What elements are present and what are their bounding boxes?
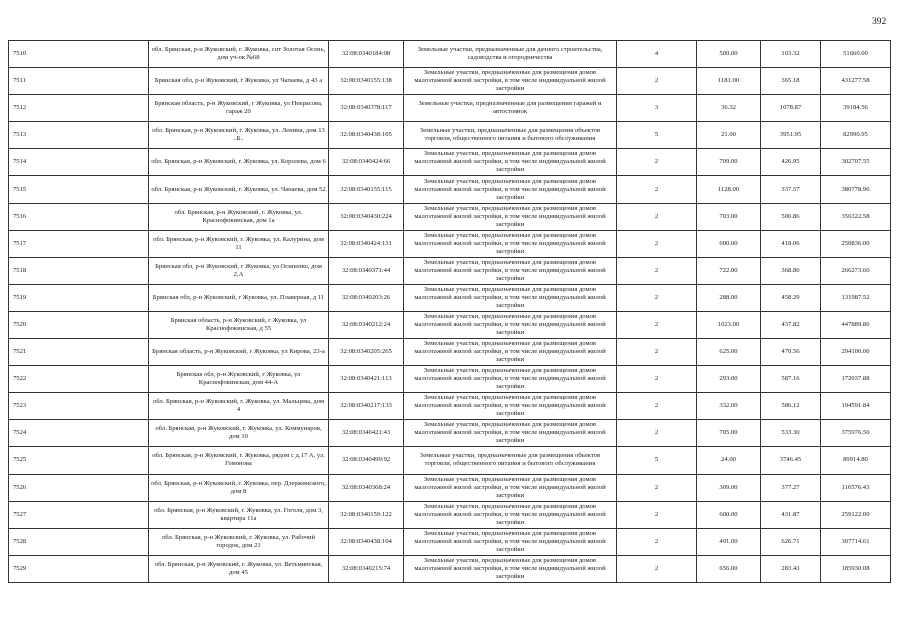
- permitted-use-cell: Земельные участки, предназначенные для размещения домов малоэтажной жилой застройки, в том числе индивидуальной жилой застройки: [404, 393, 617, 420]
- table-row: [9, 230, 891, 257]
- permitted-use-cell: Земельные участки, предназначенные для размещения домов малоэтажной жилой застройки, в том числе индивидуальной жилой застройки: [404, 420, 617, 447]
- specific-value-cell: 337.57: [761, 176, 821, 203]
- land-area-cell: 293.00: [697, 366, 761, 393]
- use-group-code-cell: 2: [617, 528, 697, 555]
- land-cadastral-value-table: [8, 40, 891, 583]
- record-number-cell: 7510: [9, 41, 149, 68]
- record-number-cell: 7520: [9, 311, 149, 338]
- table-row: [9, 447, 891, 474]
- use-group-code-cell: 2: [617, 257, 697, 284]
- use-group-code-cell: 2: [617, 68, 697, 95]
- record-number-cell: 7525: [9, 447, 149, 474]
- land-area-cell: 21.00: [697, 122, 761, 149]
- cadastral-number-cell: 32:08:0340215:74: [329, 555, 404, 582]
- cadastral-number-cell: 32:08:0340212:24: [329, 311, 404, 338]
- specific-value-cell: 365.18: [761, 68, 821, 95]
- land-address-cell: обл. Брянская, р-н Жуковский, г. Жуковка, ул. Коммунаров, дом 10: [149, 420, 329, 447]
- cadastral-value-cell: 447889.86: [821, 311, 891, 338]
- cadastral-value-cell: 380778.96: [821, 176, 891, 203]
- cadastral-value-cell: 194591.84: [821, 393, 891, 420]
- cadastral-number-cell: 32:08:0340155:138: [329, 68, 404, 95]
- cadastral-number-cell: 32:08:0340438:104: [329, 528, 404, 555]
- record-number-cell: 7526: [9, 474, 149, 501]
- use-group-code-cell: 5: [617, 122, 697, 149]
- permitted-use-cell: Земельные участки, предназначенные для размещения домов малоэтажной жилой застройки, в том числе индивидуальной жилой застройки: [404, 230, 617, 257]
- permitted-use-cell: Земельные участки, предназначенные для размещения домов малоэтажной жилой застройки, в том числе индивидуальной жилой застройки: [404, 501, 617, 528]
- cadastral-number-cell: 32:08:0340421:43: [329, 420, 404, 447]
- land-area-cell: 656.00: [697, 555, 761, 582]
- land-address-cell: обл. Брянская, р-н Жуковский, г. Жуковка, ул. Краснофокинская, дом 1а: [149, 203, 329, 230]
- record-number-cell: 7512: [9, 95, 149, 122]
- record-number-cell: 7524: [9, 420, 149, 447]
- cadastral-value-cell: 375976.50: [821, 420, 891, 447]
- land-area-cell: 288.00: [697, 284, 761, 311]
- table-row: [9, 257, 891, 284]
- use-group-code-cell: 2: [617, 230, 697, 257]
- table-row: [9, 420, 891, 447]
- use-group-code-cell: 2: [617, 339, 697, 366]
- use-group-code-cell: 2: [617, 366, 697, 393]
- table-row: [9, 311, 891, 338]
- cadastral-number-cell: 32:08:0340155:115: [329, 176, 404, 203]
- record-number-cell: 7511: [9, 68, 149, 95]
- table-row: [9, 122, 891, 149]
- table-row: [9, 555, 891, 582]
- cadastral-value-cell: 307714.61: [821, 528, 891, 555]
- land-address-cell: Брянская область, р-н Жуковский, г Жуковка, ул Некрасова, гараж 20: [149, 95, 329, 122]
- cadastral-value-cell: 185930.08: [821, 555, 891, 582]
- permitted-use-cell: Земельные участки, предназначенные для размещения домов малоэтажной жилой застройки, в том числе индивидуальной жилой застройки: [404, 68, 617, 95]
- specific-value-cell: 283.43: [761, 555, 821, 582]
- cadastral-value-cell: 82990.95: [821, 122, 891, 149]
- specific-value-cell: 506.86: [761, 203, 821, 230]
- record-number-cell: 7521: [9, 339, 149, 366]
- permitted-use-cell: Земельные участки, предназначенные для размещения гаражей и автостоянок: [404, 95, 617, 122]
- use-group-code-cell: 2: [617, 393, 697, 420]
- cadastral-number-cell: 32:08:0340217:133: [329, 393, 404, 420]
- use-group-code-cell: 2: [617, 420, 697, 447]
- cadastral-value-cell: 266273.60: [821, 257, 891, 284]
- cadastral-value-cell: 116576.43: [821, 474, 891, 501]
- specific-value-cell: 103.32: [761, 41, 821, 68]
- specific-value-cell: 426.95: [761, 149, 821, 176]
- use-group-code-cell: 2: [617, 284, 697, 311]
- table-row: [9, 203, 891, 230]
- specific-value-cell: 458.29: [761, 284, 821, 311]
- use-group-code-cell: 2: [617, 474, 697, 501]
- specific-value-cell: 1078.87: [761, 95, 821, 122]
- table-row: [9, 41, 891, 68]
- land-area-cell: 705.00: [697, 420, 761, 447]
- table-row: [9, 149, 891, 176]
- permitted-use-cell: Земельные участки, предназначенные для размещения домов малоэтажной жилой застройки, в том числе индивидуальной жилой застройки: [404, 555, 617, 582]
- land-address-cell: Брянская обл, р-н Жуковский, г Жуковка, ул Осипенко, дом 2,А: [149, 257, 329, 284]
- land-area-cell: 24.00: [697, 447, 761, 474]
- cadastral-number-cell: 32:08:0340421:113: [329, 366, 404, 393]
- table-row: [9, 284, 891, 311]
- record-number-cell: 7527: [9, 501, 149, 528]
- cadastral-value-cell: 250836.00: [821, 230, 891, 257]
- permitted-use-cell: Земельные участки, предназначенные для размещения домов малоэтажной жилой застройки, в том числе индивидуальной жилой застройки: [404, 339, 617, 366]
- cadastral-number-cell: 32:08:0340371:44: [329, 257, 404, 284]
- land-area-cell: 722.00: [697, 257, 761, 284]
- use-group-code-cell: 2: [617, 176, 697, 203]
- permitted-use-cell: Земельные участки, предназначенные для размещения домов малоэтажной жилой застройки, в том числе индивидуальной жилой застройки: [404, 474, 617, 501]
- land-area-cell: 500.00: [697, 41, 761, 68]
- land-address-cell: обл. Брянская, р-н Жуковский, г. Жуковка, ул. Гоголя, дом 3, квартира 11а: [149, 501, 329, 528]
- use-group-code-cell: 2: [617, 501, 697, 528]
- land-area-cell: 36.32: [697, 95, 761, 122]
- use-group-code-cell: 2: [617, 149, 697, 176]
- use-group-code-cell: 2: [617, 555, 697, 582]
- land-area-cell: 309.00: [697, 474, 761, 501]
- record-number-cell: 7517: [9, 230, 149, 257]
- record-number-cell: 7515: [9, 176, 149, 203]
- land-address-cell: обл. Брянская, р-н Жуковский, г. Жуковка, рядом с д.17 А, ул. Гомонова: [149, 447, 329, 474]
- table-row: [9, 474, 891, 501]
- land-area-cell: 703.00: [697, 203, 761, 230]
- use-group-code-cell: 3: [617, 95, 697, 122]
- land-area-cell: 625.00: [697, 339, 761, 366]
- record-number-cell: 7528: [9, 528, 149, 555]
- record-number-cell: 7519: [9, 284, 149, 311]
- permitted-use-cell: Земельные участки, предназначенные для размещения домов малоэтажной жилой застройки, в том числе индивидуальной жилой застройки: [404, 528, 617, 555]
- land-address-cell: Брянская область, р-н Жуковский, г Жуковка, ул Краснофокинская, д 55: [149, 311, 329, 338]
- land-address-cell: обл. Брянская, р-н Жуковский, г. Жуковка, ул. Ветьминская, дом 45: [149, 555, 329, 582]
- cadastral-value-cell: 356322.58: [821, 203, 891, 230]
- land-address-cell: Брянская обл, р-н Жуковский, г Жуковка, ул. Плаверная, д 11: [149, 284, 329, 311]
- land-address-cell: Брянская область, р-н Жуковский, г Жуковка, ул Кирова, 23-а: [149, 339, 329, 366]
- table-row: [9, 366, 891, 393]
- cadastral-number-cell: 32:08:0340378:117: [329, 95, 404, 122]
- land-address-cell: обл. Брянская, р-н Жуковский, г. Жуковка, ул. Королева, дом 6: [149, 149, 329, 176]
- cadastral-value-cell: 89914.80: [821, 447, 891, 474]
- cadastral-number-cell: 32:08:0340430:224: [329, 203, 404, 230]
- table-row: [9, 68, 891, 95]
- specific-value-cell: 587.16: [761, 366, 821, 393]
- land-address-cell: обл. Брянская, р-н Жуковский, г. Жуковка, ул. Рабочий городок, дом 21: [149, 528, 329, 555]
- table-row: [9, 339, 891, 366]
- cadastral-number-cell: 32:08:0340424:131: [329, 230, 404, 257]
- permitted-use-cell: Земельные участки, предназначенные для размещения домов малоэтажной жилой застройки, в том числе индивидуальной жилой застройки: [404, 203, 617, 230]
- permitted-use-cell: Земельные участки, предназначенные для размещения домов малоэтажной жилой застройки, в том числе индивидуальной жилой застройки: [404, 257, 617, 284]
- permitted-use-cell: Земельные участки, предназначенные для размещения объектов торговли, общественного питания и бытового обслуживания: [404, 447, 617, 474]
- cadastral-number-cell: 32:08:0340438:105: [329, 122, 404, 149]
- specific-value-cell: 470.56: [761, 339, 821, 366]
- cadastral-number-cell: 32:08:0340203:26: [329, 284, 404, 311]
- cadastral-value-cell: 172037.88: [821, 366, 891, 393]
- specific-value-cell: 418.06: [761, 230, 821, 257]
- specific-value-cell: 533.30: [761, 420, 821, 447]
- cadastral-value-cell: 431277.58: [821, 68, 891, 95]
- record-number-cell: 7518: [9, 257, 149, 284]
- page-number: 392: [872, 17, 887, 27]
- specific-value-cell: 431.87: [761, 501, 821, 528]
- specific-value-cell: 586.12: [761, 393, 821, 420]
- land-area-cell: 491.00: [697, 528, 761, 555]
- land-area-cell: 332.00: [697, 393, 761, 420]
- land-address-cell: обл. Брянская, р-н Жуковский, г. Жуковка, ул. Мальцева, дом 4: [149, 393, 329, 420]
- record-number-cell: 7513: [9, 122, 149, 149]
- land-address-cell: обл. Брянская, р-н Жуковский, г. Жуковка, снт Золотая Осень, дом уч-ок №68: [149, 41, 329, 68]
- land-address-cell: обл. Брянская, р-н Жуковский, г. Жуковка, пер. Дзержинского, дом 8: [149, 474, 329, 501]
- cadastral-number-cell: 32:08:0340499:92: [329, 447, 404, 474]
- permitted-use-cell: Земельные участки, предназначенные для размещения домов малоэтажной жилой застройки, в том числе индивидуальной жилой застройки: [404, 284, 617, 311]
- record-number-cell: 7514: [9, 149, 149, 176]
- table-row: [9, 393, 891, 420]
- cadastral-value-cell: 39184.56: [821, 95, 891, 122]
- record-number-cell: 7523: [9, 393, 149, 420]
- permitted-use-cell: Земельные участки, предназначенные для размещения домов малоэтажной жилой застройки, в том числе индивидуальной жилой застройки: [404, 149, 617, 176]
- specific-value-cell: 368.80: [761, 257, 821, 284]
- table-row: [9, 95, 891, 122]
- specific-value-cell: 3746.45: [761, 447, 821, 474]
- record-number-cell: 7529: [9, 555, 149, 582]
- use-group-code-cell: 5: [617, 447, 697, 474]
- cadastral-value-cell: 302707.55: [821, 149, 891, 176]
- permitted-use-cell: Земельные участки, предназначенные для дачного строительства, садоводства и огородничества: [404, 41, 617, 68]
- cadastral-number-cell: 32:08:0340184:98: [329, 41, 404, 68]
- land-address-cell: Брянская обл, р-н Жуковский, г Жуковка, ул Краснофокинская, дом 44-А: [149, 366, 329, 393]
- permitted-use-cell: Земельные участки, предназначенные для размещения домов малоэтажной жилой застройки, в том числе индивидуальной жилой застройки: [404, 176, 617, 203]
- land-address-cell: обл. Брянская, р-н Жуковский, г. Жуковка, ул. Ленина, дом 13 ..Б..: [149, 122, 329, 149]
- record-number-cell: 7516: [9, 203, 149, 230]
- specific-value-cell: 377.27: [761, 474, 821, 501]
- table-row: [9, 501, 891, 528]
- table-row: [9, 176, 891, 203]
- land-address-cell: обл. Брянская, р-н Жуковский, г. Жуковка, ул. Калурина, дом 11: [149, 230, 329, 257]
- specific-value-cell: 3951.95: [761, 122, 821, 149]
- land-area-cell: 1023.00: [697, 311, 761, 338]
- cadastral-value-cell: 131987.52: [821, 284, 891, 311]
- table-body: [9, 41, 891, 583]
- cadastral-number-cell: 32:08:0340368:24: [329, 474, 404, 501]
- cadastral-number-cell: 32:08:0340159:122: [329, 501, 404, 528]
- cadastral-value-cell: 259122.00: [821, 501, 891, 528]
- land-area-cell: 709.00: [697, 149, 761, 176]
- use-group-code-cell: 2: [617, 311, 697, 338]
- land-area-cell: 600.00: [697, 230, 761, 257]
- specific-value-cell: 437.82: [761, 311, 821, 338]
- land-area-cell: 600.00: [697, 501, 761, 528]
- cadastral-value-cell: 51660.00: [821, 41, 891, 68]
- land-area-cell: 1128.00: [697, 176, 761, 203]
- land-area-cell: 1181.00: [697, 68, 761, 95]
- land-address-cell: Брянская обл, р-н Жуковский, г Жуковка, ул Чапаева, д 43 а: [149, 68, 329, 95]
- permitted-use-cell: Земельные участки, предназначенные для размещения домов малоэтажной жилой застройки, в том числе индивидуальной жилой застройки: [404, 366, 617, 393]
- use-group-code-cell: 4: [617, 41, 697, 68]
- land-address-cell: обл. Брянская, р-н Жуковский, г. Жуковка, ул. Чапаева, дом 52: [149, 176, 329, 203]
- permitted-use-cell: Земельные участки, предназначенные для размещения домов малоэтажной жилой застройки, в том числе индивидуальной жилой застройки: [404, 311, 617, 338]
- cadastral-number-cell: 32:08:0340424:66: [329, 149, 404, 176]
- permitted-use-cell: Земельные участки, предназначенные для размещения объектов торговли, общественного питания и бытового обслуживания: [404, 122, 617, 149]
- cadastral-value-cell: 294100.00: [821, 339, 891, 366]
- table-row: [9, 528, 891, 555]
- cadastral-number-cell: 32:08:0340205:265: [329, 339, 404, 366]
- record-number-cell: 7522: [9, 366, 149, 393]
- use-group-code-cell: 2: [617, 203, 697, 230]
- specific-value-cell: 626.71: [761, 528, 821, 555]
